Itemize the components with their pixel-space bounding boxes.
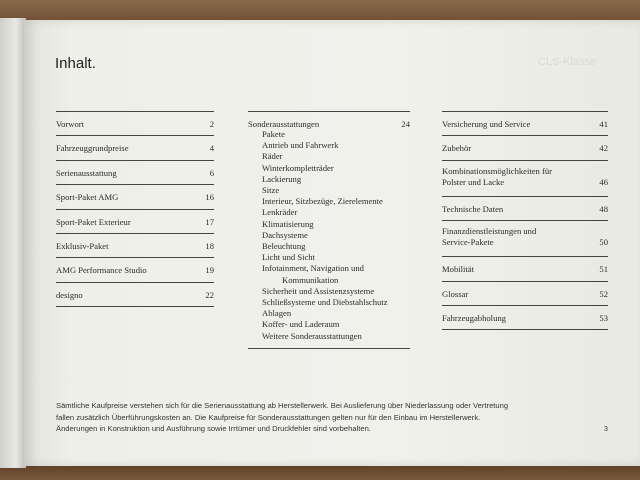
toc-entry-label: designo [56, 289, 83, 300]
previous-page-edge [0, 18, 26, 468]
toc-entry[interactable] [56, 184, 214, 208]
toc-entry-label: Serienausstattung [56, 167, 117, 178]
toc-entry-label: Zubehör [442, 143, 472, 154]
price-disclaimer [56, 400, 616, 435]
toc-entry-page: 52 [599, 288, 608, 299]
toc-entry-page: 48 [599, 203, 608, 214]
toc-entry-page: 41 [599, 119, 608, 129]
toc-entry-page: 16 [205, 192, 214, 203]
toc-subsection-continuation[interactable]: Kommunikation [282, 274, 339, 285]
toc-entry[interactable] [442, 196, 608, 220]
page-title: Inhalt. [55, 55, 96, 72]
toc-entry-page: 22 [205, 289, 214, 300]
toc-entry-label: Fahrzeuggrundpreise [56, 143, 129, 154]
toc-entry-label: Versicherung und Service [442, 119, 531, 129]
toc-subsection[interactable]: Winterkompletträder [262, 162, 334, 173]
toc-entry[interactable] [56, 160, 214, 184]
toc-entry-page: 46 [599, 176, 608, 187]
toc-entry[interactable] [56, 257, 214, 281]
toc-entry-page: 50 [599, 237, 608, 248]
toc-subsection[interactable]: Weitere Sonderausstattungen [262, 330, 362, 341]
toc-entry[interactable] [248, 111, 410, 129]
toc-entry-label: Mobilität [442, 264, 474, 275]
toc-entry-page: 18 [205, 240, 214, 251]
toc-subsection[interactable]: Lackierung [262, 173, 302, 184]
toc-entry-page: 19 [205, 265, 214, 276]
toc-entry-label: Technische Daten [442, 203, 504, 214]
disclaimer-line: Sämtliche Kaufpreise verstehen sich für die Serienausstattung ab Herstellerwerk. Bei Auslieferung über Niederlassung oder Vertretung [56, 401, 509, 410]
toc-entry-label: Vorwort [56, 119, 85, 129]
toc-entry-label: Glossar [442, 288, 469, 299]
toc-entry[interactable] [56, 209, 214, 233]
toc-entry-page: 51 [599, 264, 608, 275]
page-number: 3 [604, 426, 608, 433]
disclaimer-line: fallen zusätzlich Überführungskosten an. Die Kaufpreise für Sonderausstattungen gelten nur für den Einbau im Herstellerwerk. [56, 412, 481, 422]
toc-entry[interactable] [56, 135, 214, 159]
toc-entry-page: 6 [209, 167, 214, 178]
toc-entry-label: Sonderausstattungen [248, 119, 320, 129]
column-bottom-rule [56, 306, 214, 307]
toc-subsection[interactable]: Ablagen [262, 308, 292, 319]
toc-entry-label: Exklusiv-Paket [56, 240, 109, 251]
toc-entry-label: Sport-Paket Exterieur [56, 216, 131, 227]
toc-subsection[interactable]: Sitze [262, 185, 280, 196]
toc-entry[interactable] [442, 111, 608, 135]
toc-subsection[interactable]: Infotainment, Navigation und [262, 263, 364, 274]
toc-entry[interactable] [442, 281, 608, 305]
toc-subsection[interactable]: Antrieb und Fahrwerk [262, 140, 339, 151]
toc-subsection[interactable]: Koffer- und Laderaum [262, 319, 340, 330]
column-bottom-rule [442, 329, 608, 330]
toc-subsection[interactable]: Schließsysteme und Diebstahlschutz [262, 297, 388, 308]
toc-entry-label: Kombinationsmöglichkeiten für Polster und Lacke [442, 165, 553, 187]
toc-entry-page: 17 [205, 216, 214, 227]
toc-subsection[interactable]: Interieur, Sitzbezüge, Zierelemente [262, 196, 383, 207]
toc-entry-page: 24 [401, 119, 410, 129]
toc-entry-label: Fahrzeugabholung [442, 312, 506, 323]
toc-entry[interactable] [442, 305, 608, 329]
disclaimer-line: Änderungen in Konstruktion und Ausführung sowie Irrtümer und Druckfehler sind vorbehalten. [56, 424, 371, 434]
toc-entry[interactable] [56, 233, 214, 257]
table-surface-top [0, 0, 640, 22]
toc-entry-page: 42 [599, 143, 608, 154]
column-bottom-rule [248, 348, 410, 349]
toc-entry[interactable] [56, 282, 214, 306]
toc-column-2 [248, 111, 410, 349]
toc-subsection[interactable]: Dachsysteme [262, 229, 308, 240]
toc-subsection[interactable]: Räder [262, 151, 283, 162]
toc-entry[interactable] [442, 160, 608, 196]
toc-entry-label: AMG Performance Studio [56, 265, 147, 276]
toc-entry[interactable] [56, 111, 214, 135]
toc-entry-label: Sport-Paket AMG [56, 192, 119, 203]
toc-subsection-list [248, 129, 410, 342]
toc-entry-page: 53 [599, 312, 608, 323]
toc-subsection[interactable]: Beleuchtung [262, 241, 306, 252]
toc-column-1 [56, 111, 214, 307]
toc-entry-page: 4 [209, 143, 214, 154]
brochure-page [24, 20, 640, 466]
toc-entry[interactable] [442, 256, 608, 280]
toc-subsection[interactable]: Licht und Sicht [262, 252, 315, 263]
toc-entry-label: Finanzdienstleistungen und Service-Pakete [442, 226, 537, 248]
toc-entry[interactable] [442, 135, 608, 159]
toc-entry[interactable] [442, 220, 608, 256]
toc-entry-page: 2 [209, 119, 214, 129]
show-through-text: CLS-Klasse [537, 56, 596, 68]
toc-subsection[interactable]: Pakete [262, 129, 285, 139]
toc-subsection[interactable]: Klimatisierung [262, 218, 314, 229]
toc-subsection[interactable]: Sicherheit und Assistenzsysteme [262, 285, 375, 296]
toc-column-3 [442, 111, 608, 330]
toc-subsection[interactable]: Lenkräder [262, 207, 298, 218]
